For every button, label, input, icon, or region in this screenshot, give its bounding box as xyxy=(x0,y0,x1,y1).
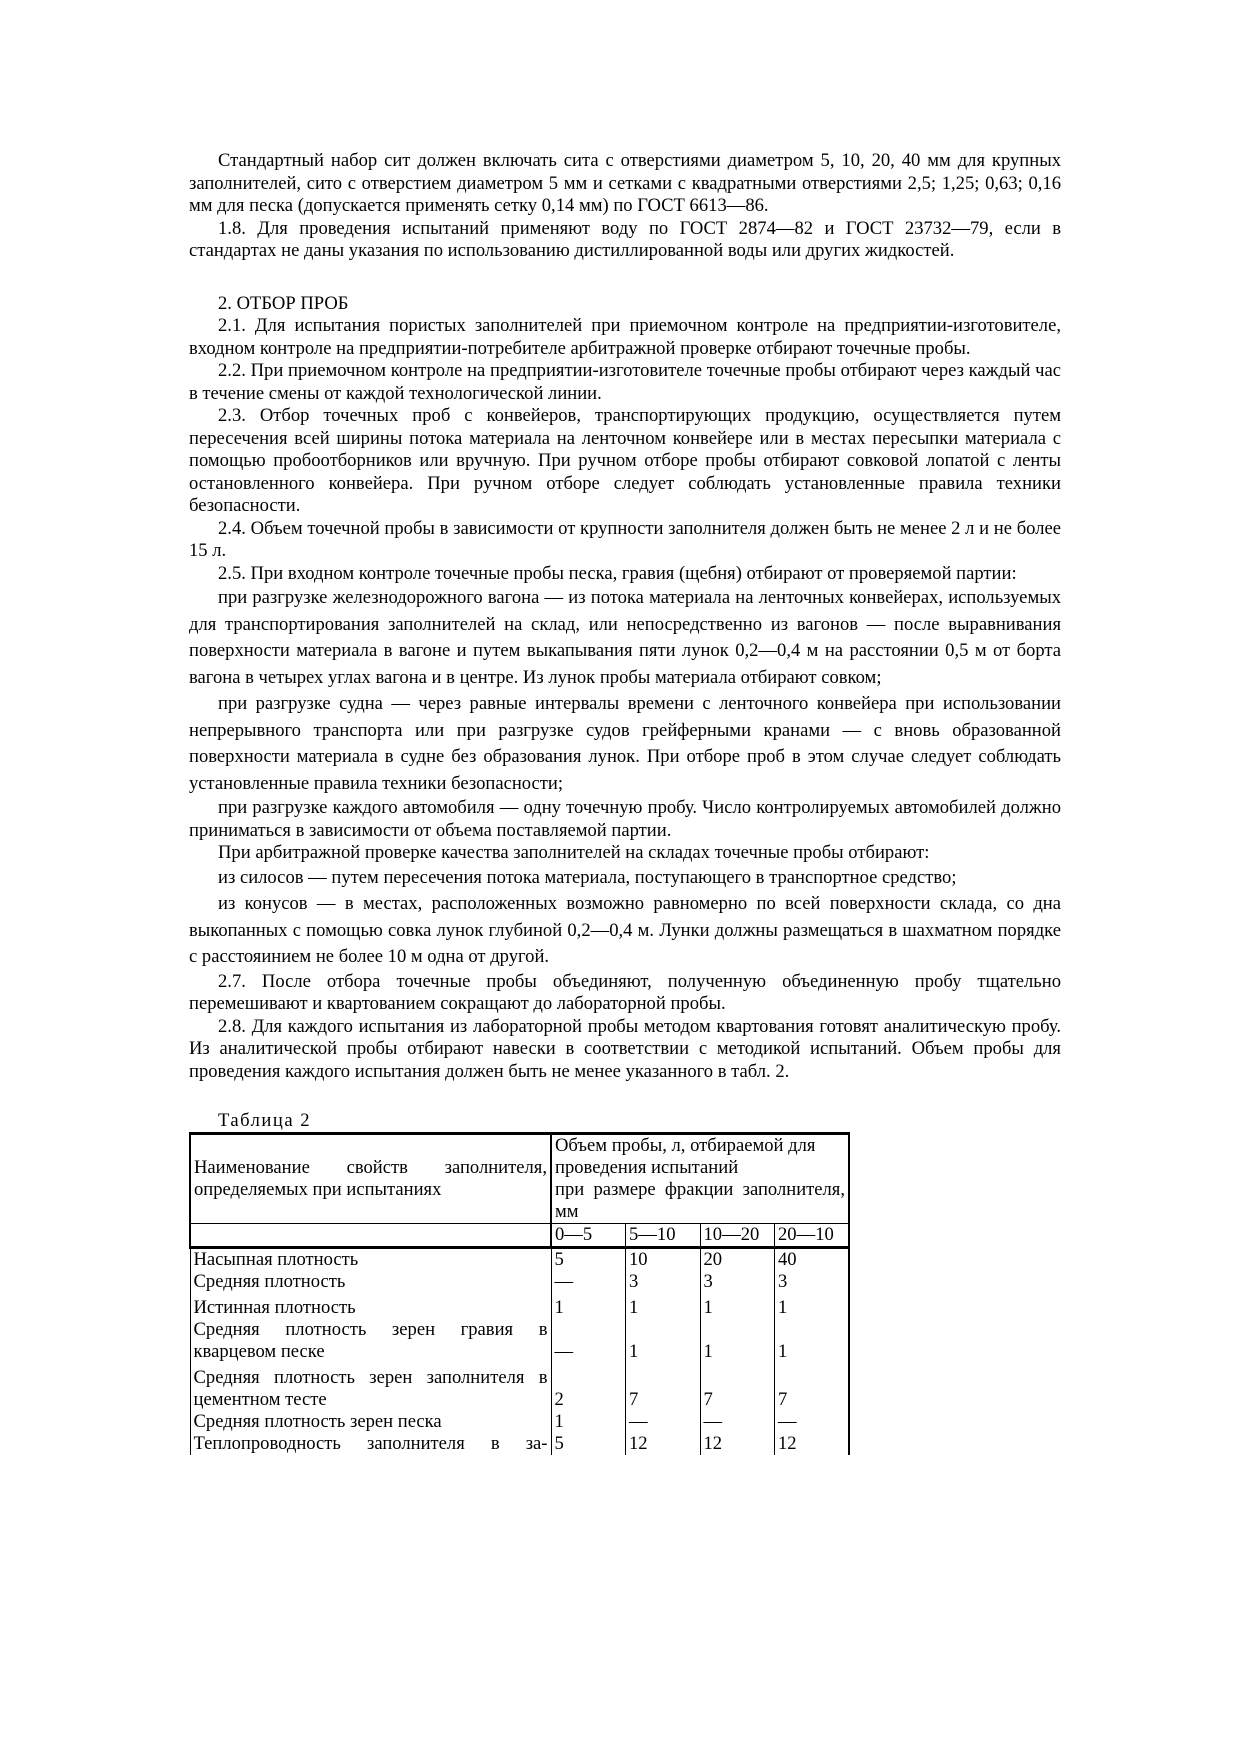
paragraph-2-3: 2.3. Отбор точечных проб с конвейеров, транспортирующих продукцию, осуществляется путем пересечения всей ширины потока материала на ленточном конвейере или в местах пересыпки материала с помощью пробоотборников или вручную. При ручном отборе пробы отбирают совковой лопатой с ленты остановленного конвейера. При ручном отборе следует соблюдать установленные правила техники безопасности. xyxy=(189,405,1061,516)
paragraph-arbitration: При арбитражной проверке качества заполнителей на складах точечные пробы отбирают: xyxy=(218,842,930,863)
paragraph-2-7: 2.7. После отбора точечные пробы объединяют, полученную объединенную пробу тщательно перемешивают и квартованием сокращают до лабораторной пробы. xyxy=(189,970,1061,1014)
table-row: Истинная плотность 1 1 1 1 xyxy=(190,1293,849,1319)
section-heading: 2. ОТБОР ПРОБ xyxy=(218,292,349,314)
header-property-name: Наименование свойств заполнителя, определяемых при испытаниях xyxy=(190,1134,551,1224)
paragraph-2-1: 2.1. Для испытания пористых заполнителей при приемочном контроле на предприятии-изготовителе, входном контроле на предприятии-потребителе арбитражной проверке отбирают точечные пробы. xyxy=(189,315,1061,359)
header-volume: Объем пробы, л, отбираемой для проведения испытаний при размере фракции заполнителя, мм xyxy=(551,1134,849,1224)
paragraph-2-4: 2.4. Объем точечной пробы в зависимости от крупности заполнителя должен быть не менее 2 л и не более 15 л. xyxy=(189,517,1061,561)
paragraph-sieves: Стандартный набор сит должен включать сита с отверстиями диаметром 5, 10, 20, 40 мм для крупных заполнителей, сито с отверстием диаметром 5 мм и сетками с квадратными отверстиями 2,5; 1,25; 0,63; 0,16 мм для песка (допускается применять сетку 0,14 мм) по ГОСТ 6613—86. xyxy=(189,150,1061,216)
header-fraction: 20—10 xyxy=(775,1224,850,1248)
paragraph-2-8: 2.8. Для каждого испытания из лабораторной пробы методом квартования готовят аналитическую пробу. Из аналитической пробы отбирают навески в соответствии с методикой испытаний. Объем пробы для проведения каждого испытания должен быть не менее указанного в табл. 2. xyxy=(189,1015,1061,1082)
table-row: Средняя плотность — 3 3 3 xyxy=(190,1271,849,1293)
paragraph-rail: при разгрузке железнодорожного вагона — из потока материала на ленточных конвейерах, используемых для транспортирования заполнителей на склад, или непосредственно из вагонов — после выравнивания поверхности материала в вагоне и путем выкапывания пяти лунок 0,2—0,4 м на расстоянии 0,5 м от борта вагона в четырех углах вагона и в центре. Из лунок пробы материала отбирают совком; xyxy=(189,587,1061,688)
document-page xyxy=(189,150,1061,1455)
paragraph-2-2: 2.2. При приемочном контроле на предприятии-изготовителе точечные пробы отбирают через каждый час в течение смены от каждой технологической линии. xyxy=(189,360,1061,404)
table-row: Насыпная плотность 5 10 20 40 xyxy=(190,1248,849,1272)
table-row: Средняя плотность зерен гравия в кварцевом песке — 1 1 1 xyxy=(190,1319,849,1363)
table-row: Теплопроводность заполнителя в за- 5 12 12 12 xyxy=(190,1433,849,1455)
paragraph-truck: при разгрузке каждого автомобиля — одну точечную пробу. Число контролируемых автомобилей должно приниматься в зависимости от объема поставляемой партии. xyxy=(189,797,1061,841)
paragraph-silos: из силосов — путем пересечения потока материала, поступающего в транспортное средство; xyxy=(218,866,957,888)
table-row: Средняя плотность зерен заполнителя в цементном тесте 2 7 7 7 xyxy=(190,1363,849,1411)
paragraph-1-8: 1.8. Для проведения испытаний применяют воду по ГОСТ 2874—82 и ГОСТ 23732—79, если в стандартах не даны указания по использованию дистиллированной воды или других жидкостей. xyxy=(189,217,1061,261)
paragraph-cones: из конусов — в местах, расположенных возможно равномерно по всей поверхности склада, со дна выкопанных с помощью совка лунок глубиной 0,2—0,4 м. Лунки должны размещаться в шахматном порядке с расстояинием не более 10 м одна от другой. xyxy=(189,893,1061,967)
paragraph-ship: при разгрузке судна — через равные интервалы времени с ленточного конвейера при использовании непрерывного транспорта или при разгрузке судов грейферными кранами — с вновь образованной поверхности материала в судне без образования лунок. При отборе проб в этом случае следует соблюдать установленные правила техники безопасности; xyxy=(189,693,1061,794)
table-row: Средняя плотность зерен песка 1 — — — xyxy=(190,1411,849,1433)
header-fraction: 10—20 xyxy=(700,1224,775,1248)
header-fraction: 5—10 xyxy=(626,1224,701,1248)
sample-volume-table xyxy=(189,1132,850,1455)
paragraph-2-5: 2.5. При входном контроле точечные пробы песка, гравия (щебня) отбирают от проверяемой партии: xyxy=(218,562,1017,584)
header-fraction: 0—5 xyxy=(551,1224,626,1248)
table-caption: Таблица 2 xyxy=(218,1110,312,1131)
